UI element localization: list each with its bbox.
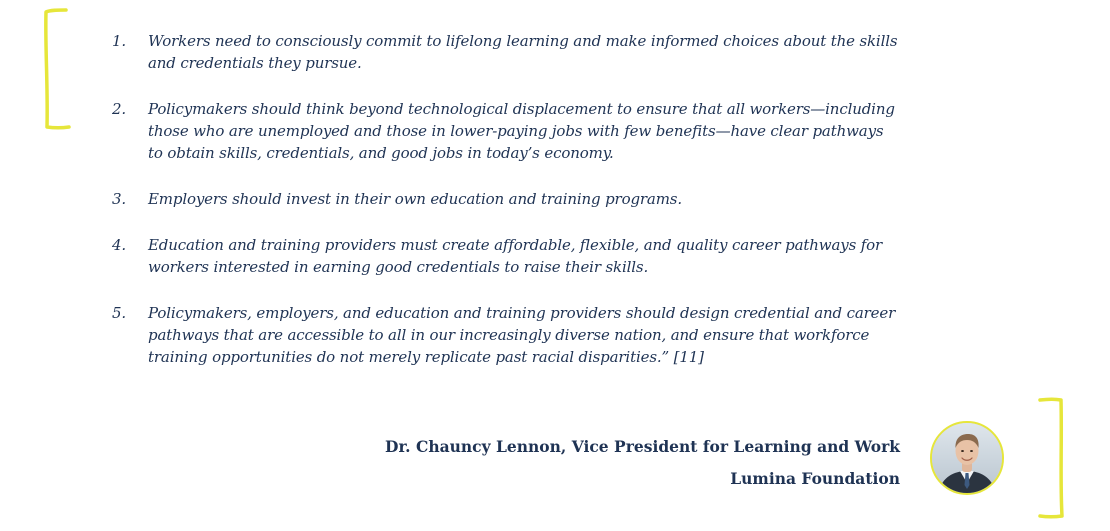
list-item-text: Workers need to consciously commit to lifelong learning and make informed choices about the skills and credentials they pursue.: [148, 32, 898, 72]
quote-attribution: [385, 436, 900, 490]
avatar-photo: [932, 423, 1002, 493]
list-item: [112, 98, 902, 164]
list-item-number: 3.: [112, 190, 127, 208]
list-item: [112, 30, 902, 74]
list-item-text: Policymakers should think beyond technological displacement to ensure that all workers—including those who are unemployed and those in lower-paying jobs with few benefits—have clear pathways to obtain skills, credentials, and good jobs in today’s economy.: [148, 100, 895, 162]
list-item-text: Education and training providers must create affordable, flexible, and quality career pathways for workers interested in earning good credentials to raise their skills.: [148, 236, 883, 276]
left-bracket-icon: [40, 6, 76, 134]
list-item: [112, 234, 902, 278]
attribution-name: Dr. Chauncy Lennon, Vice President for Learning and Work: [385, 437, 900, 456]
list-item-number: 5.: [112, 304, 127, 322]
quote-list: [112, 30, 902, 392]
list-item-number: 1.: [112, 32, 127, 50]
list-item-text: Policymakers, employers, and education and training providers should design credential and career pathways that are accessible to all in our increasingly diverse nation, and ensure that workforce training opportunities do not merely replicate past racial disparities.” [11]: [148, 304, 896, 366]
list-item: [112, 302, 902, 368]
list-item: [112, 188, 902, 210]
list-item-text: Employers should invest in their own education and training programs.: [148, 190, 682, 208]
right-bracket-icon: [1034, 395, 1070, 523]
list-item-number: 2.: [112, 100, 127, 118]
avatar: [930, 421, 1004, 495]
list-item-number: 4.: [112, 236, 127, 254]
attribution-organization: Lumina Foundation: [730, 469, 900, 488]
